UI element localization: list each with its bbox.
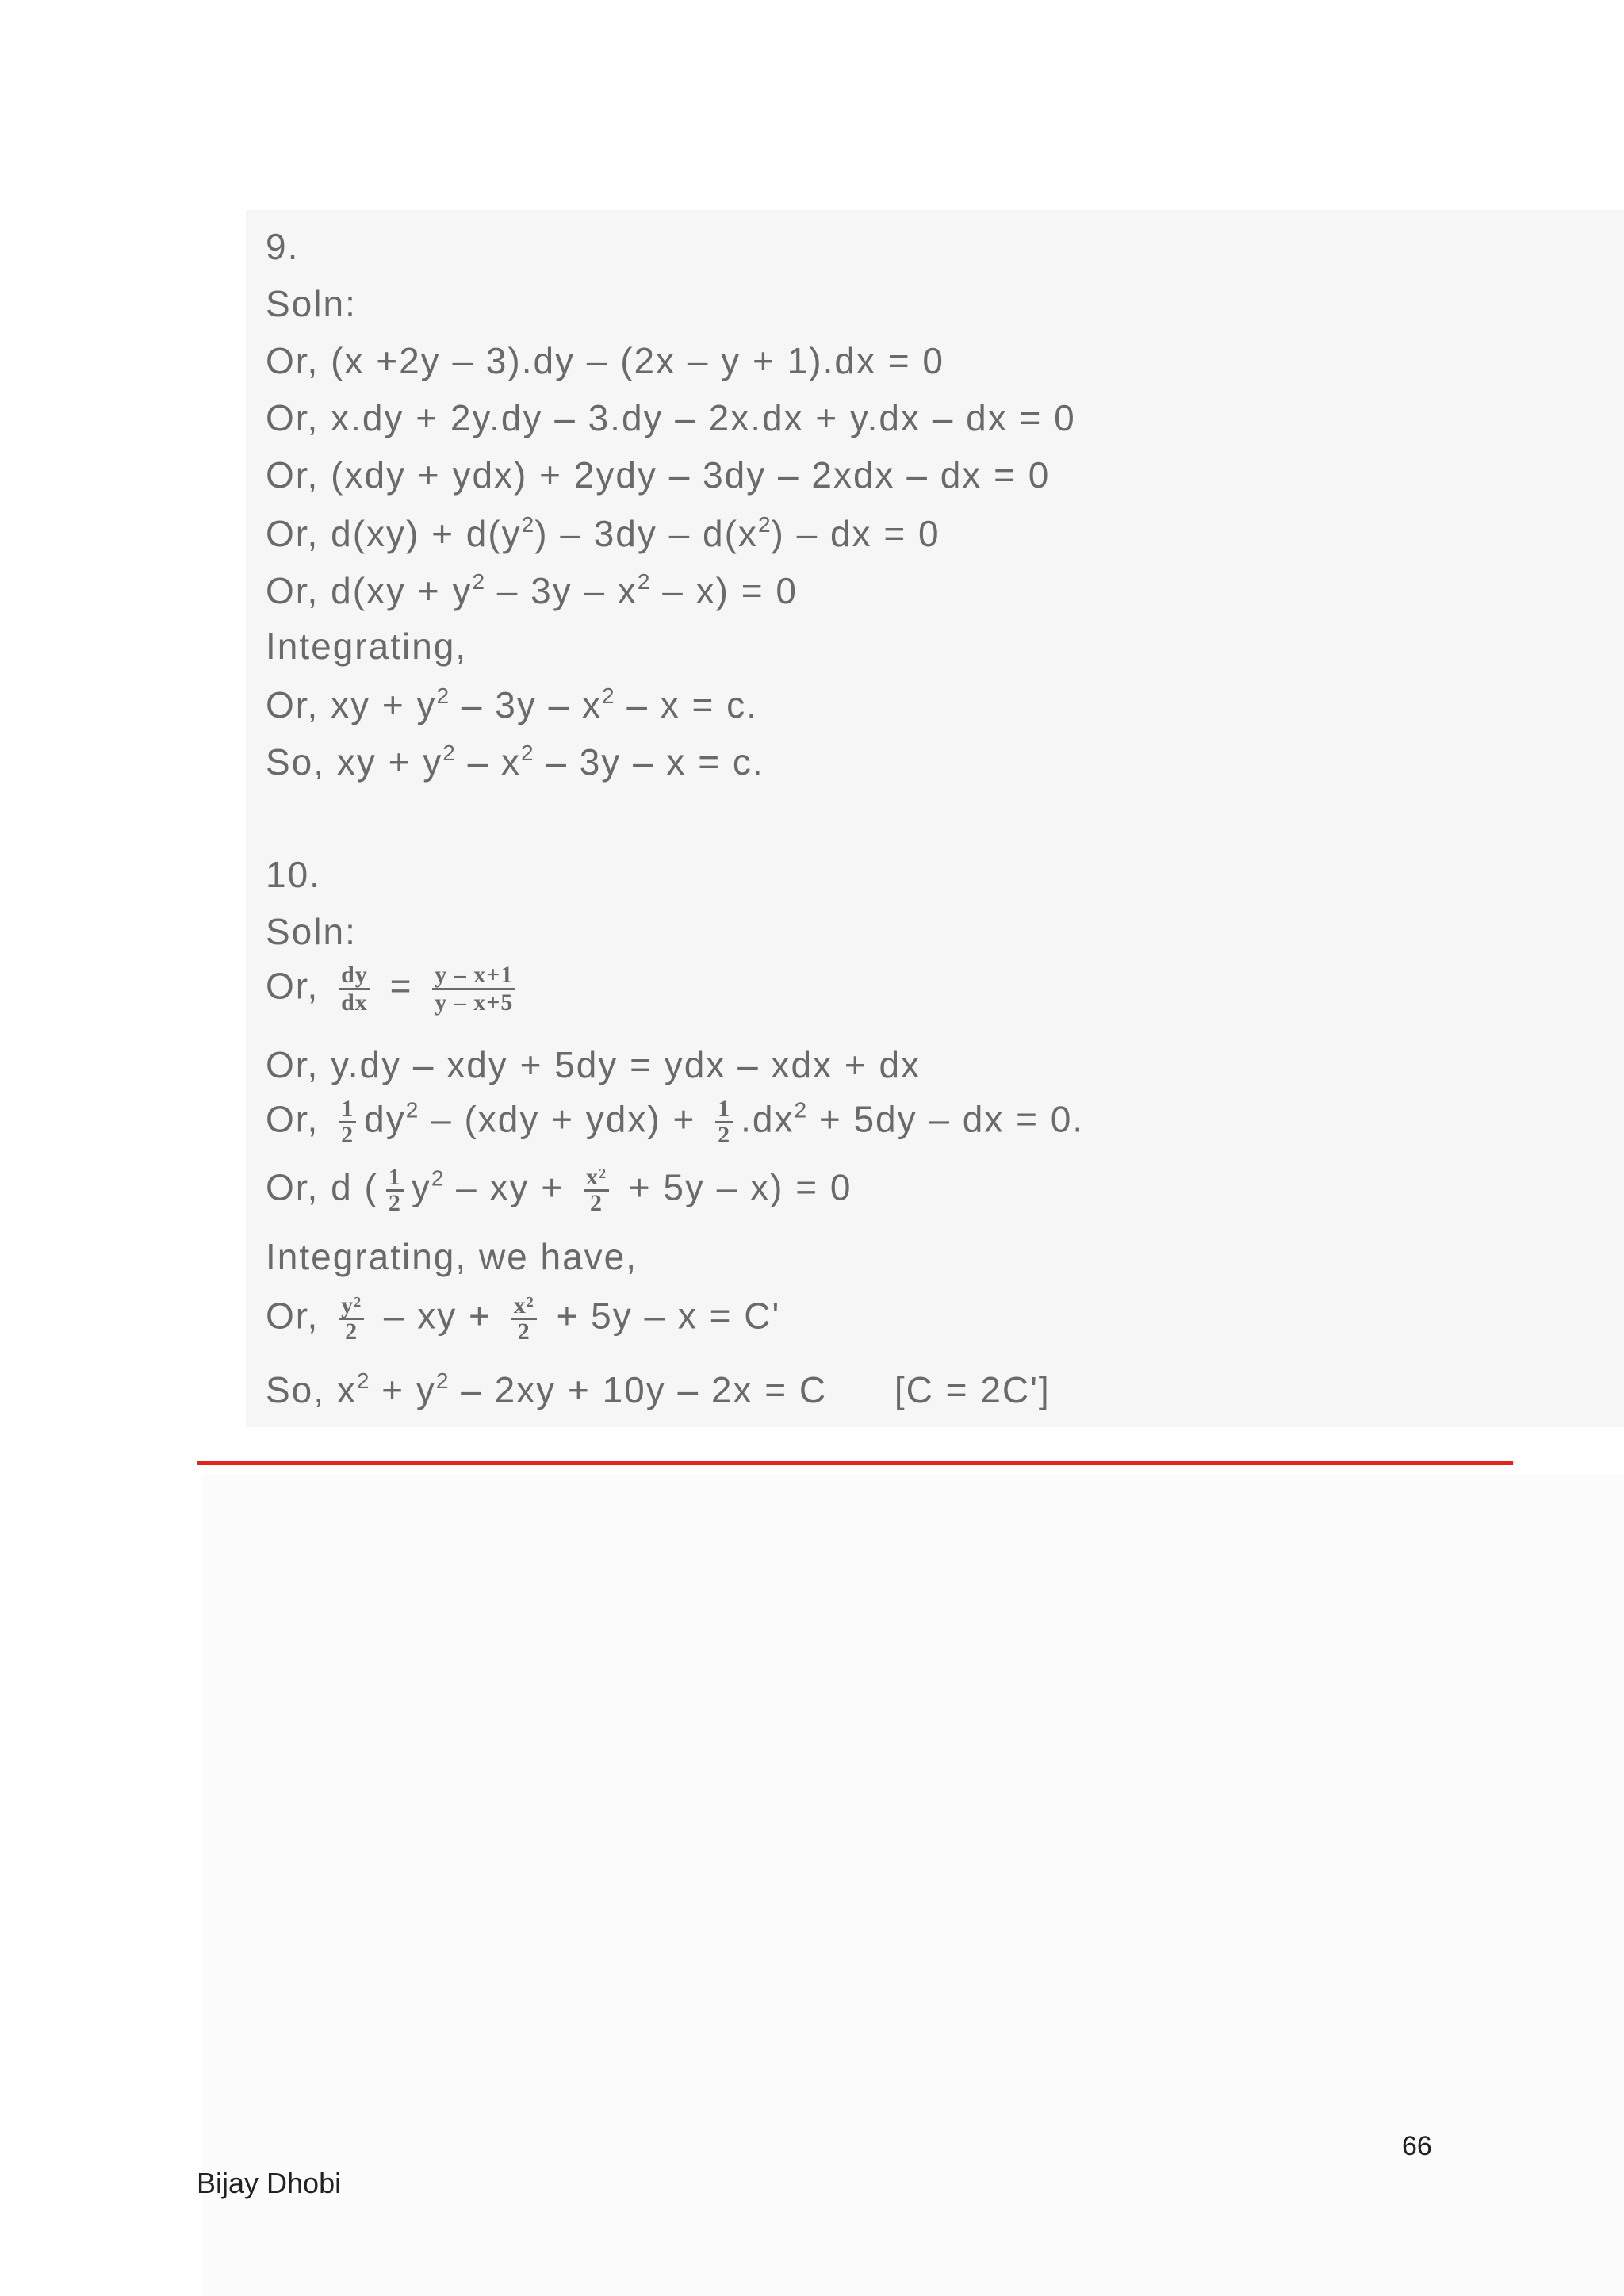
problem-9-result: So, xy + $y^2 - x^2 - 3y - x = c$. [266, 740, 764, 783]
section-divider [197, 1461, 1513, 1465]
problem-9-step-6: Or, xy + $y^2 - 3y - x^2 - x = c$. [266, 683, 758, 725]
problem-9-step-5: Or, $d(xy + y^2 - 3y - x^2 - x) = 0$ [266, 569, 798, 611]
problem-10-soln-label: Soln: [266, 911, 357, 952]
page-background-shade [202, 1475, 1624, 2296]
one-half-fraction: $\frac{1}{2}$ [339, 1097, 356, 1147]
one-half-fraction: $\frac{1}{2}$ [386, 1165, 404, 1215]
problem-9-soln-label: Soln: [266, 283, 357, 324]
x-squared-over-two-fraction: $\frac{\text{x²}}{2}$ [511, 1294, 537, 1344]
problem-9-step-4: Or, $d(xy) + d(y^2) - 3dy - d(x^2)$ – dx = 0 [266, 512, 940, 554]
problem-9-step-3: Or, (xdy + ydx) + 2ydy – 3dy – 2xdx – dx = 0 [266, 454, 1051, 496]
y-squared-over-two-fraction: $\frac{\text{y²}}{2}$ [339, 1294, 364, 1344]
constant-relation-note: [C = 2C'] [894, 1369, 1051, 1410]
problem-10-number: 10. [266, 854, 321, 895]
page-number: 66 [1402, 2131, 1432, 2161]
problem-9-step-2: Or, x.dy + 2y.dy – 3.dy – 2x.dx + y.dx – dx = 0 [266, 397, 1076, 438]
dy-dx-fraction: $\frac{dy}{dx}$ [339, 962, 370, 1016]
x-squared-over-two-fraction: $\frac{\text{x²}}{2}$ [584, 1165, 609, 1215]
problem-10-step-3: Or, $\frac{1}{2}$ $dy^2 - (xdy + ydx)$ + $\frac{1}{2}$ $.dx^2 + 5dy$ – dx = 0. [266, 1096, 1085, 1148]
problem-10-integrating-label: Integrating, we have, [266, 1236, 638, 1277]
rhs-fraction: $\frac{y - x+1}{y - x+5}$ [432, 962, 515, 1016]
problem-10-step-1: Or, $\frac{dy}{dx}$ = $\frac{y - x+1}{y - x+5}$ [266, 962, 523, 1016]
problem-10-step-4: Or, d ( $\frac{1}{2}$ $y^2$ – xy + $\frac{\text{x²}}{2}$ + 5y – x) = 0 [266, 1164, 852, 1216]
problem-10-step-2: Or, y.dy – xdy + 5dy = ydx – xdx + dx [266, 1044, 921, 1085]
author-name: Bijay Dhobi [197, 2167, 342, 2199]
one-half-fraction: $\frac{1}{2}$ [715, 1097, 733, 1147]
problem-9-step-1: Or, (x +2y – 3).dy – (2x – y + 1).dx = 0 [266, 340, 944, 381]
problem-10-step-5: Or, $\frac{\text{y²}}{2}$ – xy + $\frac{\text{x²}}{2}$ + 5y – x = C' [266, 1292, 781, 1345]
problem-10-result: So, $x^2 + y^2 - 2xy + 10y - 2x = C$ [C = 2C'] [266, 1368, 1051, 1410]
problem-9-integrating-label: Integrating, [266, 626, 468, 667]
problem-9-number: 9. [266, 226, 300, 267]
